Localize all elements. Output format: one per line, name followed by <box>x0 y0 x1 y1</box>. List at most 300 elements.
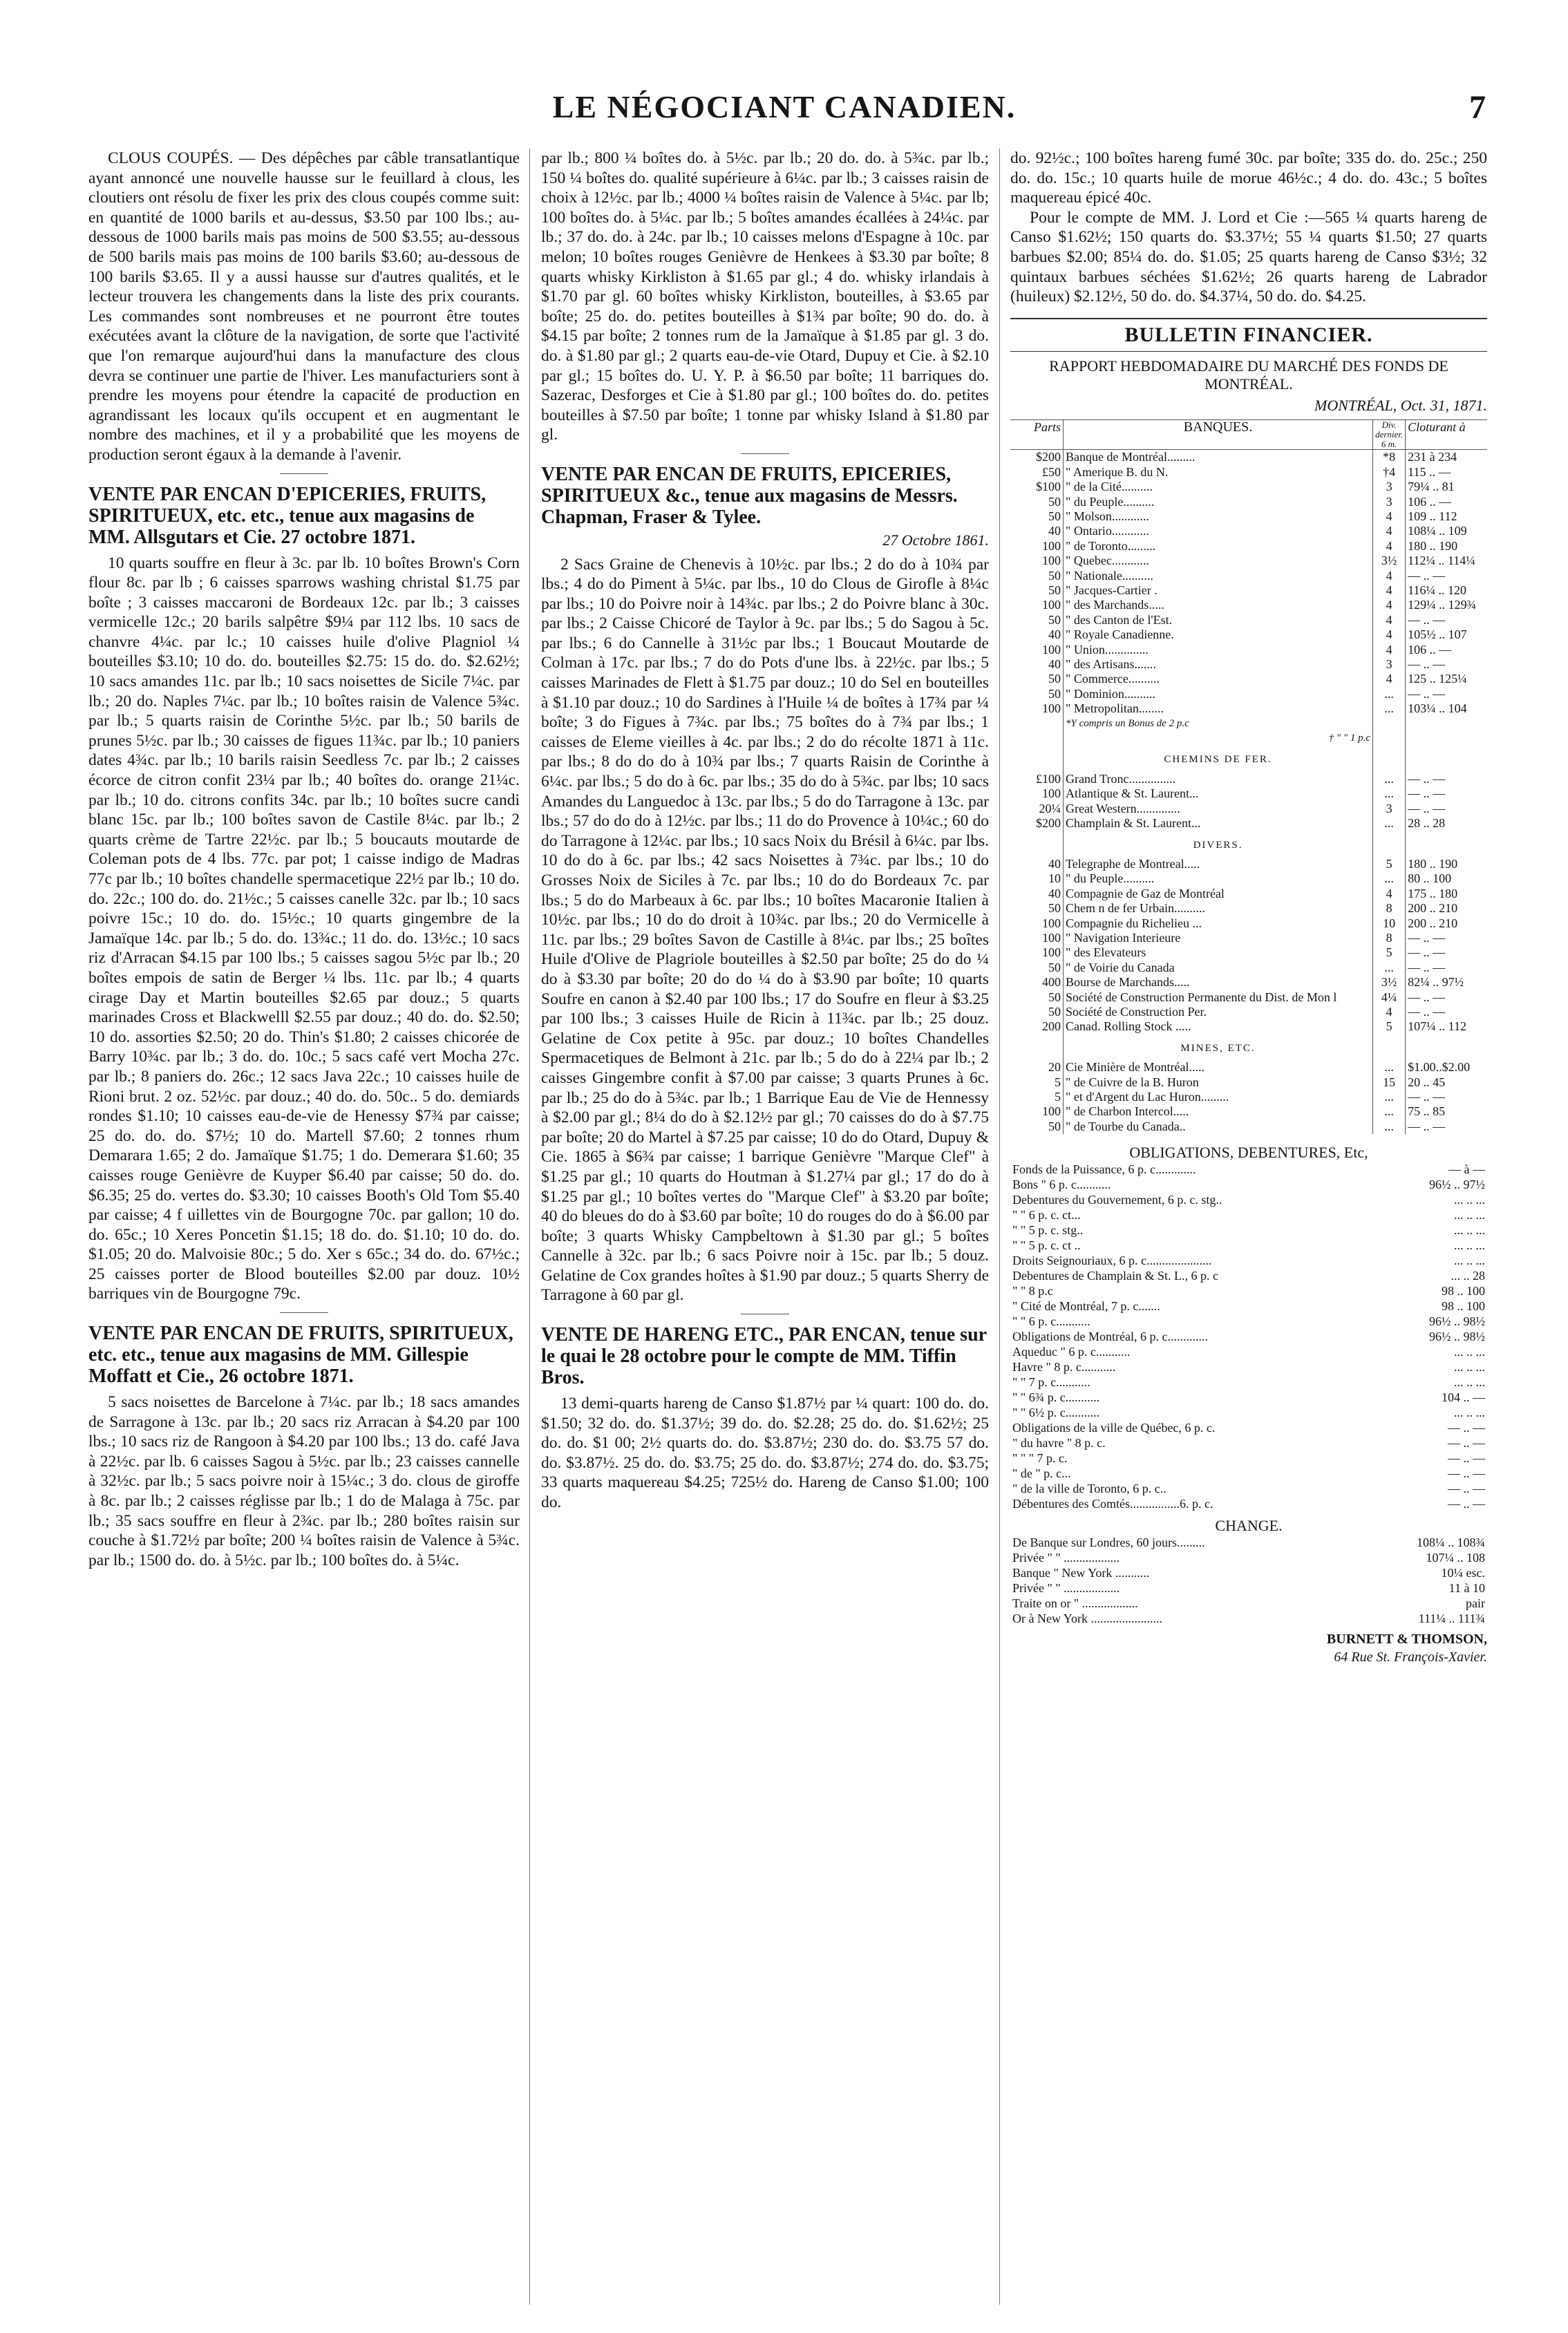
cell-parts: 40 <box>1010 524 1064 538</box>
divers-rows <box>1010 857 1487 1035</box>
cell-parts: 100 <box>1010 916 1064 931</box>
cell-name: " de Toronto......... <box>1064 539 1373 554</box>
cell-name: " et d'Argent du Lac Huron......... <box>1064 1090 1373 1104</box>
item-value: 98 .. 100 <box>1442 1284 1485 1298</box>
list-item <box>1010 1435 1487 1451</box>
cell-closing: 105½ .. 107 <box>1408 627 1467 642</box>
table-row <box>1010 509 1487 524</box>
cell-closing: — .. — <box>1408 801 1446 815</box>
table-row <box>1010 1060 1487 1075</box>
cell-name: " Navigation Interieure <box>1064 931 1373 945</box>
cell-dividend: 4 <box>1373 613 1406 627</box>
item-value: ... .. ... <box>1454 1208 1485 1222</box>
cell-dividend: 5 <box>1373 857 1406 871</box>
cell-parts: 40 <box>1010 887 1064 901</box>
table-row <box>1010 901 1487 916</box>
cell-name: Telegraphe de Montreal..... <box>1064 857 1373 871</box>
cell-closing: 108¼ .. 109 <box>1408 524 1467 538</box>
rail-label: CHEMINS DE FER. <box>1064 746 1373 771</box>
item-value: 108¼ .. 108¾ <box>1417 1536 1485 1550</box>
cell-name: Compagnie de Gaz de Montréal <box>1064 887 1373 901</box>
cell-parts: $200 <box>1010 450 1064 465</box>
item-value: 96½ .. 98½ <box>1429 1330 1485 1344</box>
cell-name: " Commerce.......... <box>1064 672 1373 686</box>
item-name: Havre " 8 p. c........... <box>1012 1360 1116 1375</box>
bonus-note-1: *Y compris un Bonus de 2 p.c <box>1064 717 1373 731</box>
cell-parts: 50 <box>1010 901 1064 916</box>
table-row <box>1010 871 1487 886</box>
cell-closing: 180 .. 190 <box>1408 538 1458 553</box>
item-name: Obligations de Montréal, 6 p. c............. <box>1012 1330 1208 1344</box>
cell-parts: $100 <box>1010 480 1064 494</box>
list-item <box>1010 1451 1487 1466</box>
item-value: 104 .. — <box>1442 1390 1485 1405</box>
cell-name: " du Peuple.......... <box>1064 871 1373 886</box>
cell-dividend: ... <box>1373 871 1406 886</box>
masthead: LE NÉGOCIANT CANADIEN. <box>552 89 1017 124</box>
cell-parts: 50 <box>1010 509 1064 524</box>
cell-dividend: 10 <box>1373 916 1406 931</box>
item-name: Aqueduc " 6 p. c........... <box>1012 1345 1131 1359</box>
item-value: ... .. ... <box>1454 1238 1485 1253</box>
cell-name: " des Marchands..... <box>1064 598 1373 612</box>
rail-rows <box>1010 772 1487 831</box>
table-row <box>1010 887 1487 901</box>
item-value: 107¼ .. 108 <box>1426 1551 1485 1565</box>
running-head <box>83 88 1486 137</box>
bonus-note-2: † " " 1 p.c <box>1064 731 1373 746</box>
table-row <box>1010 786 1487 801</box>
article-hareng-continued: do. 92½c.; 100 boîtes hareng fumé 30c. par boîte; 335 do. do. 25c.; 250 do. do. 15c.; 10 quarts huile de morue 46½c.; 4 do. do. 43c.; 5 boîtes maquereau épicé 40c. <box>1010 149 1487 207</box>
cell-parts: 50 <box>1010 583 1064 598</box>
table-row <box>1010 554 1487 568</box>
cell-dividend: 4 <box>1373 1005 1406 1019</box>
cell-name: Bourse de Marchands..... <box>1064 975 1373 990</box>
cell-closing: 106 .. — <box>1408 642 1452 657</box>
bonus-note-row <box>1010 717 1487 731</box>
cell-dividend: 3½ <box>1373 975 1406 990</box>
cell-closing: — .. — <box>1408 568 1446 583</box>
item-name: " " 5 p. c. ct .. <box>1012 1238 1081 1253</box>
item-name: Débentures des Comtés................6. p. c. <box>1012 1497 1213 1511</box>
cell-closing: 20 .. 45 <box>1408 1075 1446 1089</box>
cell-parts: 5 <box>1010 1090 1064 1104</box>
report-date: MONTRÉAL, Oct. 31, 1871. <box>1314 396 1487 414</box>
cell-closing: 129¼ .. 129¾ <box>1408 598 1477 612</box>
cell-parts: 20¼ <box>1010 802 1064 816</box>
cell-parts: 100 <box>1010 931 1064 945</box>
cell-name: " Union.............. <box>1064 643 1373 657</box>
cell-parts: 50 <box>1010 990 1064 1005</box>
list-item <box>1010 1466 1487 1481</box>
cell-parts: 50 <box>1010 613 1064 627</box>
th-banques: BANQUES. <box>1064 420 1373 450</box>
article-lord: Pour le compte de MM. J. Lord et Cie :—565 ¼ quarts hareng de Canso $1.62½; 150 quarts do. $3.37½; 55 ¼ quarts $1.50; 27 quarts barbues $2.00; 85¼ do. do. $1.05; 25 quarts hareng de Canso $3½; 32 quintaux barbues séchées $1.62½; 26 quarts hareng de Labrador (huileux) $2.12½, 50 do. do. $4.37¼, 50 do. do. $4.25. <box>1010 208 1487 306</box>
table-row <box>1010 1090 1487 1104</box>
cell-parts: 50 <box>1010 672 1064 686</box>
list-item <box>1010 1611 1487 1626</box>
cell-name: " des Canton de l'Est. <box>1064 613 1373 627</box>
table-row <box>1010 857 1487 871</box>
cell-dividend: 3 <box>1373 657 1406 672</box>
table-row <box>1010 772 1487 786</box>
table-row <box>1010 1005 1487 1019</box>
table-row <box>1010 975 1487 990</box>
cell-closing: 79¼ .. 81 <box>1408 480 1455 494</box>
item-value: ... .. ... <box>1454 1360 1485 1375</box>
item-name: " " 8 p.c <box>1012 1284 1053 1298</box>
list-item <box>1010 1283 1487 1298</box>
list-item <box>1010 1580 1487 1596</box>
cell-name: " de Tourbe du Canada.. <box>1064 1120 1373 1134</box>
table-row <box>1010 672 1487 686</box>
cell-parts: 100 <box>1010 598 1064 612</box>
table-row <box>1010 1120 1487 1134</box>
cell-dividend: 4 <box>1373 539 1406 554</box>
cell-name: " de Voirie du Canada <box>1064 961 1373 975</box>
list-item <box>1010 1481 1487 1496</box>
item-name: " " 6¾ p. c........... <box>1012 1390 1100 1405</box>
item-name: " " 6 p. c........... <box>1012 1314 1090 1329</box>
table-row <box>1010 931 1487 945</box>
article-clous-coupes: CLOUS COUPÉS. — Des dépêches par câble transatlantique ayant annoncé une nouvelle hausse sur le feuillard à clous, les cloutiers ont résolu de fixer les prix des clous coupés comme suit: en quantité de 1000 barils et au-dessus, $3.50 par 100 lbs.; au-dessous de 1000 barils mais pas moins de 500 $3.55; au-dessous de 500 barils mais pas moins de 100 barils $3.60; au-dessous de 100 barils $3.65. Il y a aussi hausse sur d'autres qualités, et le lecteur trouvera les changements dans la liste des prix courants. Les commandes sont nombreuses et ne pourront être toutes exécutées avant la clôture de la navigation, de sorte que l'activité que l'on remarque aujourd'hui dans la manufacture des clous devra se continuer une partie de l'hiver. Les manufacturiers sont à prendre les moyens pour étendre la capacité de production en agrandissant les locaux qu'ils occupent et en augmentant le nombre des machines, et il y a probabilité que les moyens de production seront égaux à la demande à l'avenir. <box>88 149 520 464</box>
list-item <box>1010 1222 1487 1238</box>
list-item <box>1010 1420 1487 1435</box>
cell-parts: $200 <box>1010 816 1064 831</box>
list-item <box>1010 1192 1487 1207</box>
cell-dividend: 4 <box>1373 887 1406 901</box>
cell-closing: 80 .. 100 <box>1408 871 1452 886</box>
table-row <box>1010 495 1487 509</box>
cell-dividend: ... <box>1373 786 1406 801</box>
cell-dividend: 8 <box>1373 901 1406 916</box>
table-row <box>1010 701 1487 716</box>
item-name: " " 7 p. c........... <box>1012 1375 1090 1390</box>
cell-closing: 103¼ .. 104 <box>1408 701 1467 716</box>
cell-dividend: 4 <box>1373 672 1406 686</box>
signature-firm: BURNETT & THOMSON, <box>1326 1632 1487 1647</box>
cell-name: Cie Minière de Montréal..... <box>1064 1060 1373 1075</box>
cell-name: " des Artisans....... <box>1064 657 1373 672</box>
cell-dividend: 8 <box>1373 931 1406 945</box>
list-item <box>1010 1496 1487 1511</box>
cell-parts: 50 <box>1010 495 1064 509</box>
cell-dividend: 4 <box>1373 509 1406 524</box>
cell-name: " Ontario............ <box>1064 524 1373 538</box>
item-value: — .. — <box>1448 1451 1485 1466</box>
cell-parts: 100 <box>1010 539 1064 554</box>
cell-closing: — .. — <box>1408 930 1446 945</box>
item-name: Bons " 6 p. c........... <box>1012 1178 1111 1192</box>
article-vente-chapman: 2 Sacs Graine de Chenevis à 10½c. par lbs.; 2 do do à 10¾ par lbs.; 4 do do Piment à 5¼c. par lbs., 10 do Clous de Girofle à 8¼c par lbs.; 10 do Poivre noir à 14¾c. par lbs.; 2 do Poivre blanc à 30c. par lbs.; 2 Caisse Chicoré de Taylor à 9c. par lbs.; 5 do Sagou à 5c. par lbs.; 6 do Cannelle à 31½c par lbs.; 1 Boucaut Moutarde de Colman à 17c. par lbs.; 7 do do Pots d'une lbs. à 22½c. par lbs.; 5 caisses Marinades de Flett à $1.75 par douz.; 10 do Sel en bouteilles à $1.10 par douz.; 10 do Sardines à l'Huile ¼ de boîtes à 17¾ par ¼ boîte; 3 do Figues à 7¾c. par lbs.; 75 boîtes do à 7¾ par lbs.; 1 caisses de Eleme vieilles à 4c. par lbs.; 2 do do récolte 1871 à 11c. par lbs.; 8 do do do à 10¾ par lbs.; 7 quarts Raisin de Corinthe à 6¼c. par lbs.; 5 do do à 6c. par lbs.; 35 do do à 5¾c. par lbs; 10 sacs Amandes du Languedoc à 13c. par lbs.; 5 do do Tarragone à 13c. par lbs.; 57 do do do à 12½c. par lbs.; 11 do do Provence à 10¼c.; 60 do do Tarragone à 12¼c. par lbs.; 10 sacs Noix du Brésil à 6¼c. par lbs. 10 do do à 6c. par lbs.; 42 sacs Noisettes à 7¾c. par lbs.; 10 do Grosses Noix de Siciles à 7c. par lbs.; 10 do do Bordeaux 7c. par lbs.; 5 do do Marbeaux à 6c. par lbs.; 10 boîtes Macaronie Italien à 10½c. par lbs.; 10 do do droit à 10¾c. par lbs.; 20 do Vermicelle à 11c. par lbs.; 29 boîtes Savon de Castille à 8¼c. par lbs.; 25 boîtes Huile d'Olive de Plagriole bouteilles à $2.50 par boîte; 25 do do ¼ do à $3.30 par boîte; 20 do do ¼ do à $3.90 par boîte; 10 quarts Soufre en canon à $2.40 par 100 lbs.; 17 do Soufre en fleur à $3.25 par 100 lbs.; 3 caisses Huile de Ricin à 11¾c. par lb.; 25 douz. Gelatine de Cox petite à 95c. par douz.; 10 boîtes Chandelles Spermacetiques de Belmont à 21c. par lb.; 5 do do à 22¼ par lb.; 2 caisses Gingembre confit à $7.00 par caisse; 3 quarts Prunes à 6c. par lb.; 25 do do à 5¾c. par lb.; 1 Barrique Eau de Vie de Hennessy à $2.00 par gl.; 8¼ do do à $2.12½ par gl.; 70 caisses do do à $7.75 par boîte; 20 do Martel à $7.25 par caisse; 10 do do Otard, Dupuy & Cie. 1865 à $6¾ par caisse; 1 barrique Genièvre "Marque Clef" à $1.25 par gl.; 10 quarts do Houtman à $1.27¼ par gl.; 17 do do à $1.25 par gl.; 10 boîtes vertes do "Marque Clef" à $3.20 par boîte; 40 do bleues do do à $3.60 par boîte; 10 do rouges do do à $6.00 par boîte; 3 quarts Whisky Campbeltown à $1.30 par gl.; 5 boîtes Cannelle à 32c. par lb.; 6 sacs Poivre noir à 15c. par lb.; 5 douz. Gelatine de Cox grandes hoîtes à $1.90 par douz.; 5 quarts Sherry de Tarragone à 60 par gl. <box>541 555 989 1305</box>
cell-parts: £100 <box>1010 772 1064 786</box>
cell-name: Chem n de fer Urbain.......... <box>1064 901 1373 916</box>
cell-name: Canad. Rolling Stock ..... <box>1064 1019 1373 1034</box>
list-item <box>1010 1207 1487 1222</box>
cell-parts: 50 <box>1010 961 1064 975</box>
date-line: 27 Octobre 1861. <box>882 531 989 549</box>
table-row <box>1010 598 1487 612</box>
cell-name: Champlain & St. Laurent... <box>1064 816 1373 831</box>
cell-closing: 28 .. 28 <box>1408 816 1446 831</box>
cell-closing: — .. — <box>1408 786 1446 801</box>
cell-parts: 100 <box>1010 1104 1064 1119</box>
cell-dividend: ... <box>1373 816 1406 831</box>
item-value: 96½ .. 97½ <box>1429 1178 1485 1192</box>
th-dividend: Div. dernier. 6 m. <box>1373 420 1406 450</box>
cell-dividend: 15 <box>1373 1075 1406 1090</box>
cell-dividend: 3½ <box>1373 554 1406 568</box>
cell-parts: 100 <box>1010 554 1064 568</box>
cell-closing: 125 .. 125¼ <box>1408 672 1467 686</box>
heading-vente-allsgutars: VENTE PAR ENCAN D'EPICERIES, FRUITS, SPIRITUEUX, etc. etc., tenue aux magasins de MM. Allsgutars et Cie. 27 octobre 1871. <box>88 483 487 548</box>
list-item <box>1010 1344 1487 1359</box>
table-row <box>1010 1019 1487 1034</box>
cell-name: " Quebec............ <box>1064 554 1373 568</box>
item-value: 10¼ esc. <box>1441 1566 1485 1580</box>
mines-label: MINES, ETC. <box>1064 1035 1373 1060</box>
cell-dividend: ... <box>1373 1120 1406 1134</box>
cell-closing: 175 .. 180 <box>1408 886 1458 900</box>
change-table <box>1010 1535 1487 1626</box>
column-3 <box>1010 149 1487 1666</box>
cell-closing: 200 .. 210 <box>1408 901 1458 916</box>
item-value: — .. — <box>1448 1466 1485 1481</box>
stock-table <box>1010 419 1487 1134</box>
cell-name: " Jacques-Cartier . <box>1064 583 1373 598</box>
cell-closing: — .. — <box>1408 960 1446 974</box>
bonus-note-row <box>1010 731 1487 746</box>
list-item <box>1010 1314 1487 1329</box>
item-name: Debentures de Champlain & St. L., 6 p. c <box>1012 1269 1218 1283</box>
heading-vente-chapman: VENTE PAR ENCAN DE FRUITS, EPICERIES, SPIRITUEUX &c., tenue aux magasins de Messrs. Chapman, Fraser & Tylee. <box>541 463 958 528</box>
item-value: ... .. 28 <box>1451 1269 1485 1283</box>
cell-closing: 75 .. 85 <box>1408 1104 1446 1119</box>
cell-name: Société de Construction Permanente du Dist. de Mon l <box>1064 990 1373 1005</box>
table-row <box>1010 687 1487 701</box>
item-value: ... .. ... <box>1454 1193 1485 1207</box>
cell-dividend: 5 <box>1373 1019 1406 1034</box>
item-name: " " 6 p. c. ct... <box>1012 1208 1081 1222</box>
item-name: " de la ville de Toronto, 6 p. c.. <box>1012 1482 1166 1496</box>
cell-parts: 200 <box>1010 1019 1064 1034</box>
item-name: " " 6½ p. c........... <box>1012 1406 1100 1420</box>
table-row <box>1010 613 1487 627</box>
item-value: ... .. ... <box>1454 1406 1485 1420</box>
signature-address: 64 Rue St. François-Xavier. <box>1334 1650 1487 1665</box>
cell-dividend: ... <box>1373 687 1406 701</box>
heading-vente-gillespie: VENTE PAR ENCAN DE FRUITS, SPIRITUEUX, etc. etc., tenue aux magasins de MM. Gillespie Moffatt et Cie., 26 octobre 1871. <box>88 1323 513 1388</box>
item-value: 111¼ .. 111¾ <box>1418 1612 1485 1626</box>
cell-name: Atlantique & St. Laurent... <box>1064 786 1373 801</box>
list-item <box>1010 1359 1487 1375</box>
cell-closing: 109 .. 112 <box>1408 509 1457 523</box>
cell-dividend: 4 <box>1373 583 1406 598</box>
item-value: 96½ .. 98½ <box>1429 1314 1485 1329</box>
table-row <box>1010 961 1487 975</box>
cell-dividend: *8 <box>1373 450 1406 465</box>
cell-parts: 5 <box>1010 1075 1064 1090</box>
item-name: " " " 7 p. c. <box>1012 1451 1068 1466</box>
table-header-row <box>1010 420 1487 450</box>
divider <box>741 453 789 454</box>
page-number: 7 <box>1469 89 1486 126</box>
cell-parts: 400 <box>1010 975 1064 990</box>
change-title: CHANGE. <box>1215 1517 1283 1535</box>
bulletin-title: BULLETIN FINANCIER. <box>1124 323 1373 346</box>
column-rule-1 <box>529 149 530 2305</box>
list-item <box>1010 1329 1487 1344</box>
cell-closing: 231 à 234 <box>1408 450 1457 464</box>
cell-parts: 50 <box>1010 1005 1064 1019</box>
cell-parts: 20 <box>1010 1060 1064 1075</box>
cell-name: " de Cuivre de la B. Huron <box>1064 1075 1373 1090</box>
cell-dividend: ... <box>1373 1090 1406 1104</box>
item-value: ... .. ... <box>1454 1345 1485 1359</box>
cell-dividend: 3 <box>1373 802 1406 816</box>
cell-closing: — .. — <box>1408 1119 1446 1133</box>
cell-parts: 50 <box>1010 569 1064 583</box>
cell-name: Great Western.............. <box>1064 802 1373 816</box>
column-2 <box>541 149 989 1513</box>
cell-closing: 112¼ .. 114¼ <box>1408 554 1475 568</box>
cell-parts: £50 <box>1010 465 1064 480</box>
cell-closing: — .. — <box>1408 990 1446 1004</box>
section-label-row <box>1010 831 1487 857</box>
cell-name: " Metropolitan........ <box>1064 701 1373 716</box>
mines-rows <box>1010 1060 1487 1134</box>
cell-parts: 50 <box>1010 1120 1064 1134</box>
cell-name: Société de Construction Per. <box>1064 1005 1373 1019</box>
item-name: De Banque sur Londres, 60 jours......... <box>1012 1536 1205 1550</box>
item-value: — .. — <box>1448 1436 1485 1451</box>
cell-dividend: ... <box>1373 701 1406 716</box>
list-item <box>1010 1253 1487 1268</box>
cell-name: " de Charbon Intercol..... <box>1064 1104 1373 1119</box>
item-value: ... .. ... <box>1454 1254 1485 1268</box>
item-name: " " 5 p. c. stg.. <box>1012 1223 1084 1238</box>
item-value: — .. — <box>1448 1482 1485 1496</box>
cell-name: " des Elevateurs <box>1064 945 1373 960</box>
cell-dividend: ... <box>1373 1104 1406 1119</box>
cell-closing: 200 .. 210 <box>1408 916 1458 930</box>
cell-parts: 50 <box>1010 687 1064 701</box>
list-item <box>1010 1390 1487 1405</box>
item-value: 11 à 10 <box>1448 1581 1485 1596</box>
table-row <box>1010 802 1487 816</box>
table-row <box>1010 450 1487 465</box>
article-continued: par lb.; 800 ¼ boîtes do. à 5½c. par lb.; 20 do. do. à 5¾c. par lb.; 150 ¼ boîtes do. qualité supérieure à 6¼c. par lb.; 3 caisses raisin de choix à 12½c. par lb.; 4000 ¼ boîtes raisin de Valence à 5¼c. par lb; 100 boîtes do. à 5¼c. par lb.; 5 boîtes amandes écallées à 24¼c. par lb.; 37 do. do. à 24c. par lb.; 10 caisses melons d'Espagne à 10c. par melon; 10 boîtes rouges Genièvre de Henkees à $3.30 par boîte; 8 quarts whisky Kirkliston à $1.65 par gl.; 4 do. whisky irlandais à $1.70 par gl. 60 boîtes whisky Kirkliston, bouteilles, à $3.65 par boîte; 25 do. do. petites bouteilles à $1¾ par boîte; 90 do. do. à $4.15 par boîte; 2 tonnes rum de la Jamaïque à $1.85 par gl. 3 do. do. à $1.80 par gl.; 2 quarts eau-de-vie Otard, Dupuy et Cie. à $2.10 par gl.; 15 boîtes do. U. Y. P. à $6.50 par boîte; 11 barriques do. Sazerac, Desforges et Cie à $1.80 par gl.; 100 boîtes do. do. petites bouteilles à $7.50 par boîte; 1 tonne par whisky Island à $1.80 par gl. <box>541 149 989 444</box>
list-item <box>1010 1375 1487 1390</box>
table-row <box>1010 524 1487 538</box>
cell-dividend: 4 <box>1373 627 1406 642</box>
obligations-title: OBLIGATIONS, DEBENTURES, Etc, <box>1129 1144 1368 1162</box>
item-value: — à — <box>1448 1162 1485 1177</box>
list-item <box>1010 1298 1487 1314</box>
item-name: " du havre " 8 p. c. <box>1012 1436 1106 1451</box>
cell-closing: $1.00..$2.00 <box>1408 1060 1471 1075</box>
item-name: Debentures du Gouvernement, 6 p. c. stg.. <box>1012 1193 1222 1207</box>
list-item <box>1010 1535 1487 1550</box>
item-value: — .. — <box>1448 1497 1485 1511</box>
table-row <box>1010 816 1487 831</box>
item-name: Obligations de la ville de Québec, 6 p. c. <box>1012 1421 1216 1435</box>
item-value: 98 .. 100 <box>1442 1299 1485 1314</box>
banks-rows <box>1010 450 1487 717</box>
report-title: RAPPORT HEBDOMADAIRE DU MARCHÉ DES FONDS DE MONTRÉAL. <box>1049 357 1448 393</box>
cell-dividend: ... <box>1373 772 1406 786</box>
list-item <box>1010 1162 1487 1177</box>
obligations-table <box>1010 1162 1487 1511</box>
cell-closing: 116¼ .. 120 <box>1408 583 1466 597</box>
cell-parts: 100 <box>1010 701 1064 716</box>
column-1 <box>88 149 520 1570</box>
table-row <box>1010 1104 1487 1119</box>
item-name: " Cité de Montréal, 7 p. c....... <box>1012 1299 1160 1314</box>
cell-name: " Molson............ <box>1064 509 1373 524</box>
cell-closing: — .. — <box>1408 1090 1446 1104</box>
cell-closing: 180 .. 190 <box>1408 856 1458 871</box>
list-item <box>1010 1550 1487 1565</box>
list-item <box>1010 1565 1487 1580</box>
divers-label: DIVERS. <box>1064 831 1373 857</box>
cell-closing: — .. — <box>1408 686 1446 701</box>
table-row <box>1010 916 1487 931</box>
item-value: pair <box>1466 1596 1485 1611</box>
cell-closing: — .. — <box>1408 945 1446 960</box>
table-row <box>1010 627 1487 642</box>
table-row <box>1010 465 1487 480</box>
table-row <box>1010 539 1487 554</box>
cell-name: " Amerique B. du N. <box>1064 465 1373 480</box>
table-row <box>1010 569 1487 583</box>
item-name: Privée " " .................. <box>1012 1551 1120 1565</box>
item-name: Droits Seignouriaux, 6 p. c..................... <box>1012 1254 1212 1268</box>
item-name: Privée " " .................. <box>1012 1581 1120 1596</box>
th-parts: Parts <box>1010 420 1064 450</box>
cell-dividend: †4 <box>1373 465 1406 480</box>
list-item <box>1010 1405 1487 1420</box>
cell-closing: 106 .. — <box>1408 494 1452 509</box>
cell-dividend: 4 <box>1373 598 1406 612</box>
section-label-row <box>1010 746 1487 771</box>
table-row <box>1010 480 1487 494</box>
heading-vente-hareng: VENTE DE HARENG ETC., PAR ENCAN, tenue sur le quai le 28 octobre pour le compte de MM. Tiffin Bros. <box>541 1324 987 1389</box>
cell-dividend: ... <box>1373 961 1406 975</box>
cell-name: " du Peuple.......... <box>1064 495 1373 509</box>
item-value: ... .. ... <box>1454 1223 1485 1238</box>
article-vente-allsgutars: 10 quarts souffre en fleur à 3c. par lb. 10 boîtes Brown's Corn flour 8c. par lb ; 6 caisses sparrows washing christal $1.75 par boîte ; 3 caisses maccaroni de Bordeaux 12c. par lb.; 3 caisses vermicelle 12c.; 20 barils salpêtre $9¼ par 112 lbs. 10 sacs de chanvre 4¼c. par lc.; 10 caisses huile d'olive Plagniol ¼ bouteilles $3.10; 10 do. do. bouteilles $2.75: 15 do. do. $2.62½; 10 sacs amandes 11c. par lb.; 10 sacs noisettes de Sicile 7¼c. par lb.; 20 do. Naples 7¼c. par lb.; 10 boîtes raisin de Valence 5¾c. par lb.; 5 quarts raisin de Corinthe 5½c. par lb.; 50 barils de prunes 5½c. par lb.; 30 caisses de figues 11¾c. par lb.; 10 paniers dates 4¾c. par lb.; 10 barils raisin Seedless 7c. par lb.; 2 caisses écorce de citron confit 23¼ par lb.; 40 boîtes do. orange 21¼c. par lb.; 10 do. citrons confits 34c. par lb.; 10 boîtes sucre candi blanc 15c. par lb.; 100 boîtes savon de Castile 8¼c. par lb.; 2 quarts crème de Tartre 22½c. par lb.; 5 boucauts moutarde de Coleman pots de 4 lbs. 77c. par pot; 1 caisse indigo de Madras 77c par lb.; 10 boîtes chandelle spermacetique 22½ par lb.; 10 do. do. 22c.; 100 do. do. 21½c.; 5 caisses canelle 32c. par lb.; 10 sacs poivre 15c.; 10 do. do. 15½c.; 10 quarts gingembre de la Jamaïque 14c. par lb.; 5 do. do. 13¾c.; 11 do. do. 13½c.; 10 sacs riz d'Arracan $4.15 par 100 lbs.; 5 caisses sagou 5½c par lb.; 20 boîtes empois de satin de Berger ¼ lbs. 11c. par lb.; 4 quarts cirage Day et Martin bouteilles $2.65 par douz.; 5 quarts marinades Cross et Blackwelll $2.55 par douz.; 40 do. do. $2.50; 10 do. assorties $2.50; 20 do. Thin's $1.80; 2 caisses chicorée de Barry 10¾c. par lb.; 3 do. do. 10c.; 5 sacs café vert Mocha 27c. par lb.; 8 paniers do. 26c.; 12 sacs Java 22c.; 10 caisses huile de Rioni brut. 2 oz. 52½c. par douz.; 40 do. do. 50c.. 5 do. demiards rondes $1.10; 10 caisses eau-de-vie de Henessy $7¾ par caisse; 25 do. do. do. $7½; 10 do. Martell $7.60; 2 tonnes rhum Demarara 1.65; 2 do. Jamaïque $1.75; 1 do. Demerara $1.60; 35 caisses rouge Genièvre de Kuyper $6.40 par caisse; 50 do. do. $6.35; 25 do. vertes do. $3.30; 10 caisses Booth's Old Tom $5.40 par caisse; 4 f uillettes vin de Bourgogne 70c. par gallon; 10 do. do. 65c.; 10 Xeres Poncetin $1.15; 18 do. do. $1.10; 10 do. do. $1.05; 20 do. Malvoisie 80c.; 5 do. Xer s 65c.; 34 do. do. 67½c.; 25 caisses porter de Blood bouteilles $2.00 par douz. 10½ barriques vin de Bourgogne 79c. <box>88 554 520 1303</box>
cell-closing: — .. — <box>1408 612 1446 627</box>
th-closing: Cloturant à <box>1408 420 1466 435</box>
cell-name: " Nationale.......... <box>1064 569 1373 583</box>
divider <box>280 1312 328 1313</box>
table-row <box>1010 643 1487 657</box>
table-row <box>1010 1075 1487 1090</box>
item-name: Or à New York ....................... <box>1012 1612 1162 1626</box>
cell-dividend: 4 <box>1373 524 1406 538</box>
cell-parts: 100 <box>1010 643 1064 657</box>
item-value: — .. — <box>1448 1421 1485 1435</box>
item-name: Fonds de la Puissance, 6 p. c............. <box>1012 1162 1196 1177</box>
cell-dividend: 3 <box>1373 480 1406 494</box>
item-value: ... .. ... <box>1454 1375 1485 1390</box>
list-item <box>1010 1238 1487 1253</box>
item-name: Traite on or " .................. <box>1012 1596 1138 1611</box>
cell-dividend: 4 <box>1373 569 1406 583</box>
cell-closing: — .. — <box>1408 771 1446 786</box>
cell-parts: 100 <box>1010 786 1064 801</box>
